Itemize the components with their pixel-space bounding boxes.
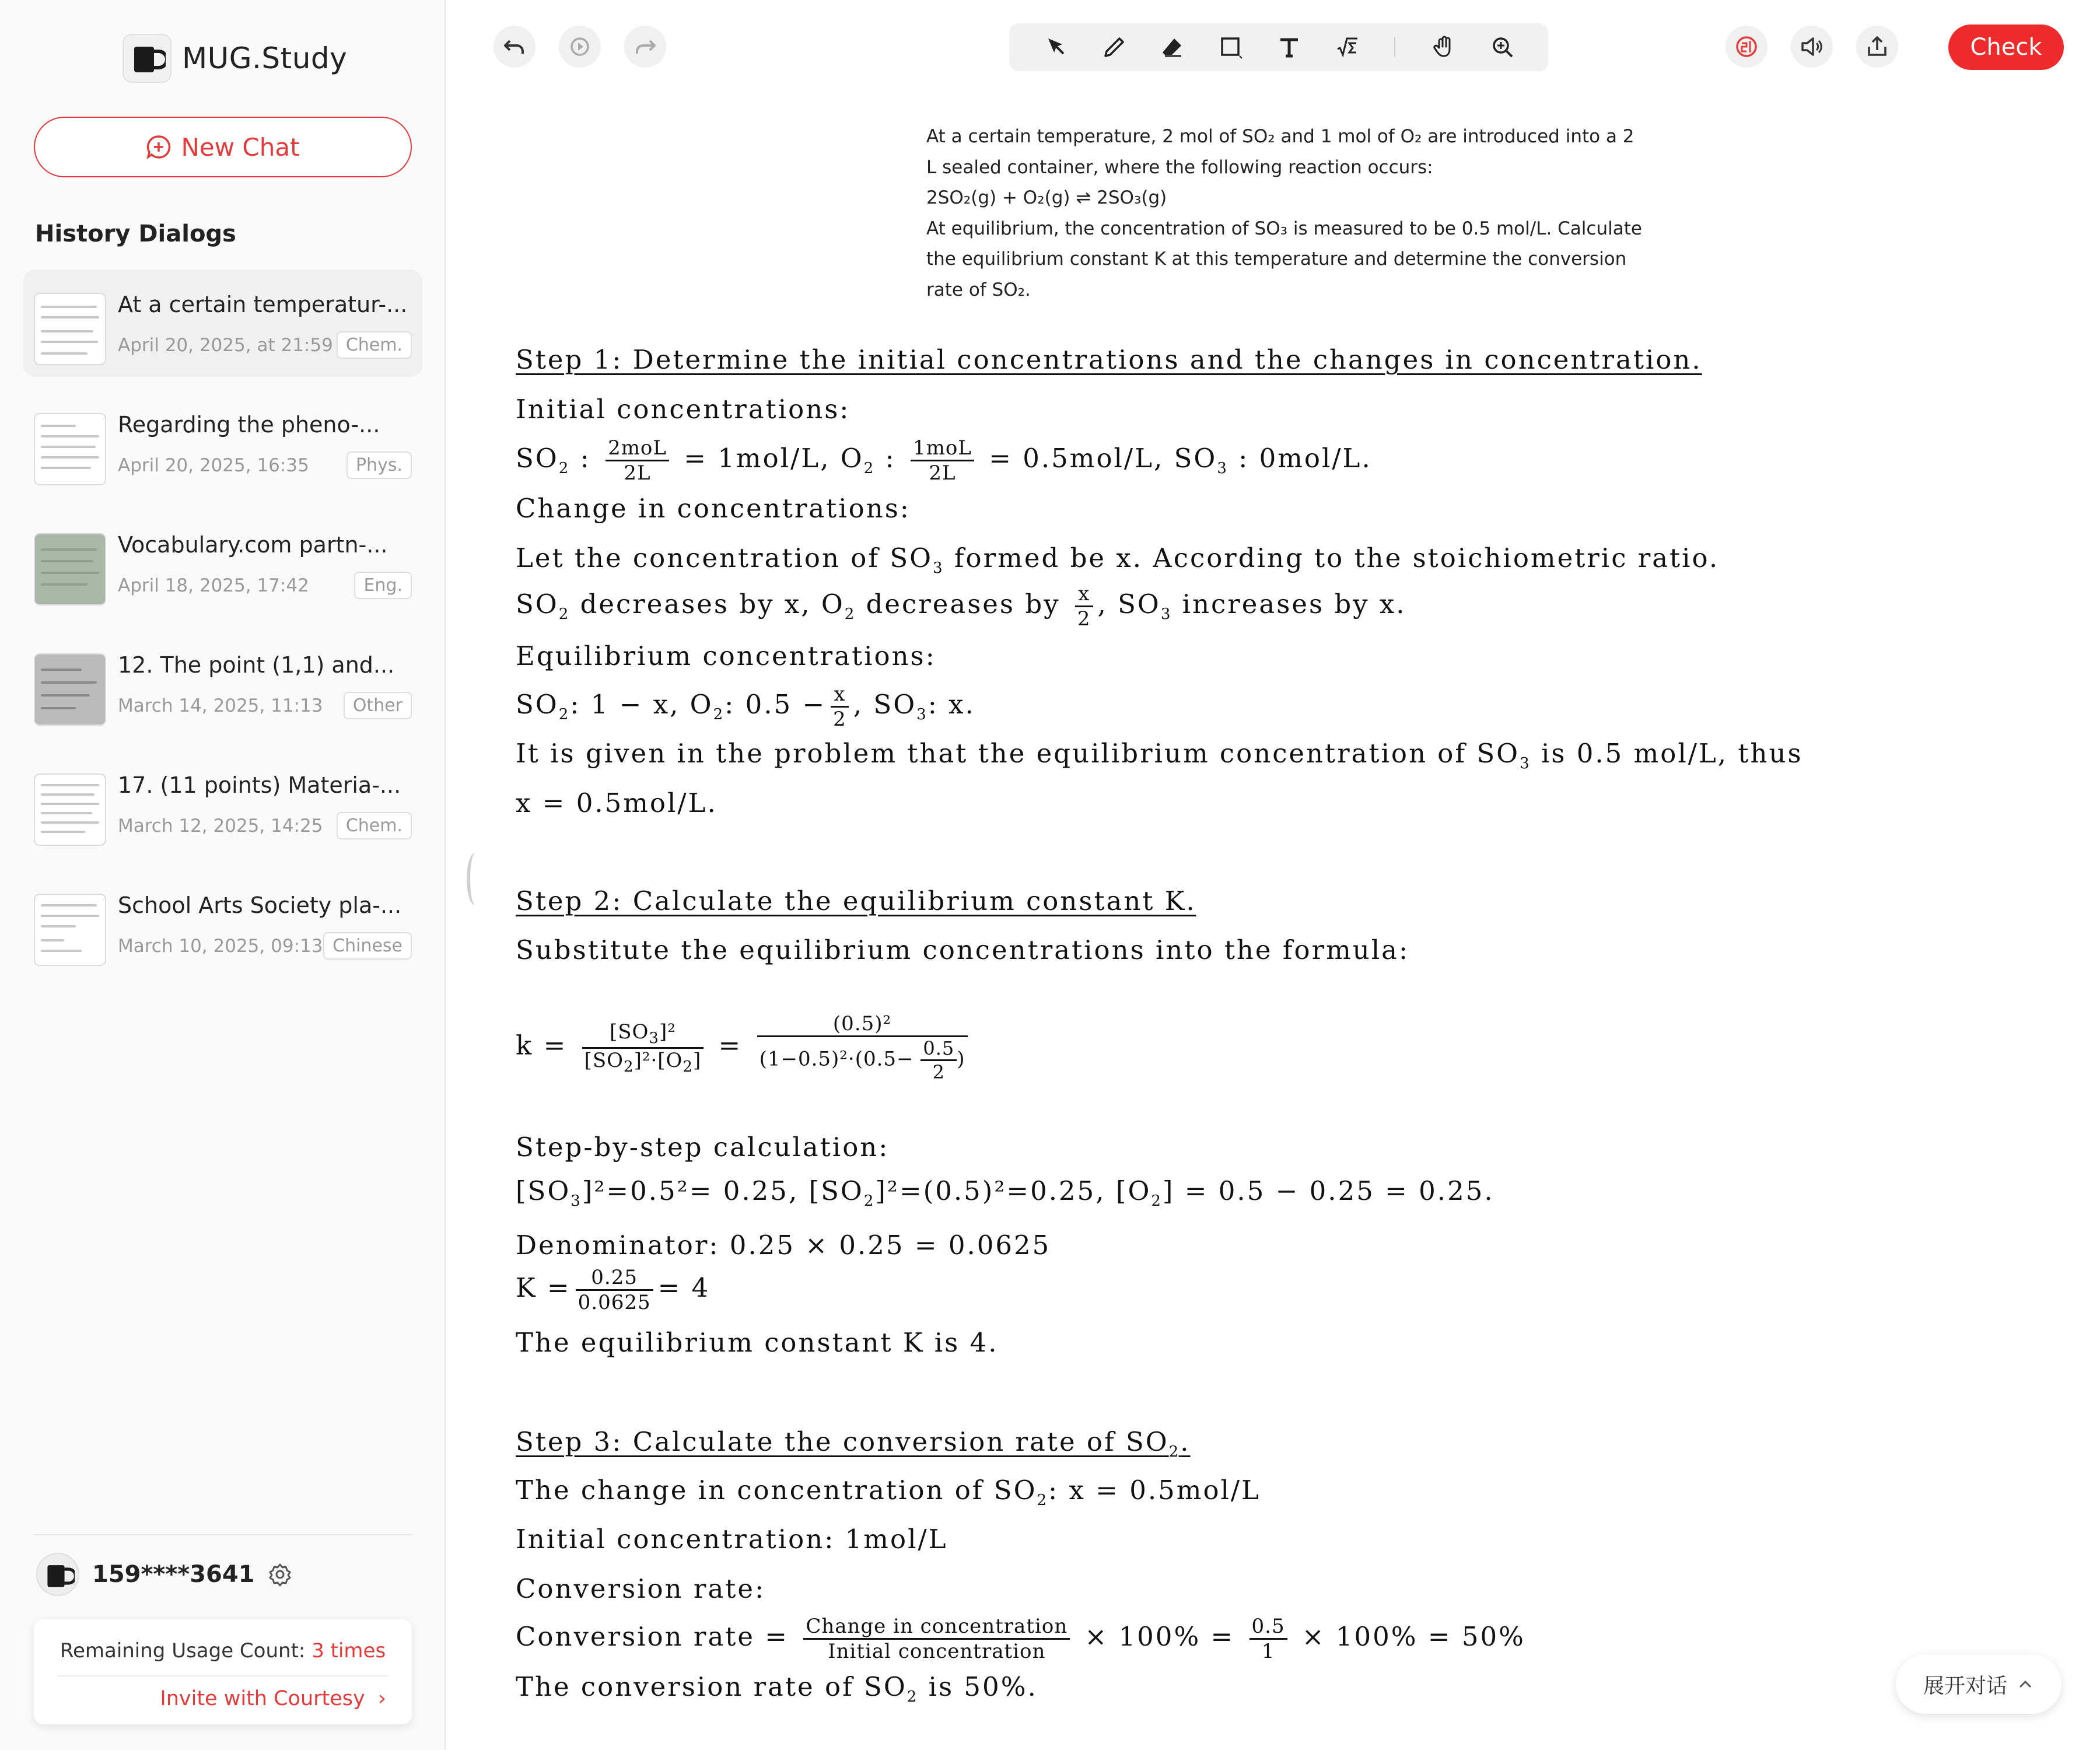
audio-button[interactable] [1791, 26, 1833, 68]
replay-icon [567, 34, 593, 60]
eraser-icon [1160, 35, 1185, 60]
step3-title: Step 3: Calculate the conversion rate of $SO_2$. [516, 1426, 1191, 1461]
given-line: It is given in the problem that the equilibrium concentration of $SO_3$ is 0.5 mol/L, thus [516, 738, 1803, 772]
equilibrium-label: Equilibrium concentrations: [516, 640, 936, 671]
share-button[interactable] [1856, 26, 1898, 68]
chat-plus-icon [146, 134, 172, 160]
app-logo[interactable] [123, 34, 347, 83]
collapse-handle[interactable] [467, 853, 484, 905]
shape-tool[interactable] [1217, 33, 1245, 61]
pen-icon [1102, 35, 1126, 60]
speaker-icon [1799, 34, 1825, 60]
history-title-text: School Arts Society pla-... [118, 892, 402, 918]
chevron-right-icon: › [371, 1687, 386, 1710]
gear-icon[interactable] [268, 1562, 292, 1587]
history-date: April 20, 2025, 16:35 [118, 455, 309, 476]
history-title-text: 12. The point (1,1) and... [118, 652, 395, 678]
problem-line: At a certain temperature, 2 mol of SO₂ and 1 mol of O₂ are introduced into a 2 [926, 126, 1634, 147]
history-item[interactable] [23, 630, 422, 737]
subject-tag: Phys. [346, 452, 412, 479]
user-profile[interactable] [36, 1553, 292, 1596]
drawing-toolbar [1009, 23, 1548, 71]
initial-concentration-line: Initial concentration: 1mol/L [516, 1524, 948, 1555]
formula-tool[interactable] [1334, 33, 1362, 61]
usage-value: 3 times [312, 1639, 386, 1662]
check-button[interactable]: Check [1948, 24, 2064, 70]
subject-tag: Eng. [354, 572, 412, 599]
invite-link[interactable] [160, 1687, 386, 1710]
stepwise-line: $[SO_3]^2=0.5^2= 0.25$, $[SO_2]^2=(0.5)^2=0.25$, $[O_2] = 0.5 - 0.25 = 0.25$. [516, 1175, 1494, 1210]
change-label: Change in concentrations: [516, 493, 911, 524]
usage-count [34, 1639, 412, 1662]
initial-concentrations: $SO_2$ : $\frac{\text{2moL}}{2L}$ = 1mol/L, $O_2$ : $\frac{\text{1moL}}{2L}$ = 0.5mol/L, $SO_3$ : 0mol/L. [516, 436, 1372, 485]
k-calculation: K = $\frac{0.25}{0.0625}$ = 4 [516, 1266, 710, 1314]
expand-label: 展开对话 [1923, 1674, 2007, 1698]
history-date: April 20, 2025, at 21:59 [118, 335, 333, 356]
mug-logo-icon [123, 34, 172, 83]
toolbar-divider [1394, 37, 1395, 57]
pan-tool[interactable] [1430, 33, 1458, 61]
problem-line: L sealed container, where the following reaction occurs: [926, 156, 1433, 178]
change-so2-line: The change in concentration of $SO_2$: x = 0.5mol/L [516, 1475, 1261, 1509]
zoom-in-icon [1490, 35, 1515, 60]
history-thumbnail [34, 774, 106, 846]
substitute-label: Substitute the equilibrium concentrations into the formula: [516, 935, 1410, 965]
history-date: March 12, 2025, 14:25 [118, 816, 323, 836]
history-thumbnail [34, 894, 106, 966]
history-thumbnail [34, 533, 106, 606]
history-thumbnail [34, 293, 106, 365]
avatar [36, 1553, 79, 1596]
redo-icon [632, 34, 658, 60]
hand-icon [1432, 35, 1457, 60]
redo-button[interactable] [624, 26, 666, 68]
invite-label: Invite with Courtesy [160, 1687, 365, 1710]
subject-tag: Chem. [337, 331, 412, 359]
zoom-tool[interactable] [1489, 33, 1517, 61]
conversion-formula: Conversion rate = $\frac{\text{Change in concentration}}{\text{Initial concentration}}$ × 100% = $\frac{0.5}{1}$ × 100% = 50% [516, 1615, 1525, 1663]
new-chat-label: New Chat [181, 132, 300, 162]
subject-tag: Other [344, 692, 412, 719]
history-item[interactable] [23, 390, 422, 497]
history-title-text: Vocabulary.com partn-... [118, 532, 388, 558]
k-result: The equilibrium constant K is 4. [516, 1327, 999, 1358]
denominator-line: Denominator: 0.25 × 0.25 = 0.0625 [516, 1230, 1051, 1261]
subject-tag: Chinese [323, 932, 412, 960]
problem-line: At equilibrium, the concentration of SO₃ is measured to be 0.5 mol/L. Calculate [926, 218, 1642, 239]
select-tool[interactable] [1042, 33, 1070, 61]
history-title-text: At a certain temperatur-... [118, 292, 408, 317]
new-chat-button[interactable] [34, 117, 412, 177]
problem-line: 2SO₂(g) + O₂(g) ⇌ 2SO₃(g) [926, 187, 1167, 208]
history-list [23, 270, 422, 991]
history-thumbnail [34, 653, 106, 726]
step2-title: Step 2: Calculate the equilibrium constant K. [516, 886, 1196, 916]
sidebar-divider [34, 1534, 412, 1535]
usage-card [34, 1619, 412, 1724]
citation-icon [1734, 34, 1759, 60]
let-line: Let the concentration of $SO_3$ formed be x. According to the stoichiometric ratio. [516, 542, 1720, 577]
initial-label: Initial concentrations: [516, 394, 850, 425]
history-date: March 14, 2025, 11:13 [118, 695, 323, 716]
x-result: x = 0.5mol/L. [516, 788, 718, 818]
formula-icon [1335, 35, 1360, 60]
share-icon [1864, 34, 1890, 60]
history-title-text: Regarding the pheno-... [118, 412, 380, 438]
sidebar [0, 0, 446, 1750]
history-item[interactable] [23, 510, 422, 617]
text-tool[interactable] [1275, 33, 1303, 61]
history-date: April 18, 2025, 17:42 [118, 575, 309, 596]
conversion-label: Conversion rate: [516, 1573, 766, 1604]
problem-line: the equilibrium constant K at this temperature and determine the conversion [926, 249, 1627, 270]
step1-title: Step 1: Determine the initial concentrations and the changes in concentration. [516, 344, 1702, 375]
decrease-line: $SO_2$ decreases by x, $O_2$ decreases by $\frac{x}{2}$ , $SO_3$ increases by x. [516, 582, 1406, 631]
history-item[interactable] [23, 870, 422, 978]
replay-button[interactable] [559, 26, 601, 68]
usage-divider [57, 1675, 388, 1676]
text-icon [1277, 35, 1301, 60]
app-name: MUG.Study [182, 41, 348, 75]
undo-icon [502, 34, 527, 60]
history-item[interactable] [23, 270, 422, 377]
expand-dialog-button[interactable] [1896, 1654, 2062, 1714]
history-title-text: 17. (11 points) Materia-... [118, 772, 401, 798]
undo-button[interactable] [494, 26, 536, 68]
square-icon [1219, 35, 1243, 60]
history-date: March 10, 2025, 09:13 [118, 936, 323, 957]
history-title: History Dialogs [35, 220, 236, 247]
equilibrium-concentrations: $SO_2$: 1 − x, $O_2$: 0.5 − $\frac{x}{2}$ , $SO_3$: x. [516, 682, 975, 731]
problem-statement [926, 121, 1650, 305]
history-thumbnail [34, 413, 106, 485]
stepwise-label: Step-by-step calculation: [516, 1132, 890, 1163]
k-formula: k = $\frac{[SO_3]^2}{[SO_2]^2\cdot[O_2]}$ = (0.5)² (1−0.5)²·(0.5− $\frac{0.5}{2}$ ) [516, 1012, 972, 1083]
citation-button[interactable] [1726, 26, 1768, 68]
problem-line: rate of SO₂. [926, 279, 1031, 300]
subject-tag: Chem. [337, 812, 412, 839]
eraser-tool[interactable] [1158, 33, 1186, 61]
cursor-icon [1044, 35, 1068, 60]
user-name: 159****3641 [92, 1561, 255, 1588]
history-item[interactable] [23, 750, 422, 858]
chevron-up-icon [2017, 1675, 2034, 1693]
final-result: The conversion rate of $SO_2$ is 50%. [516, 1671, 1038, 1706]
usage-label: Remaining Usage Count: [60, 1639, 306, 1662]
pen-tool[interactable] [1100, 33, 1128, 61]
